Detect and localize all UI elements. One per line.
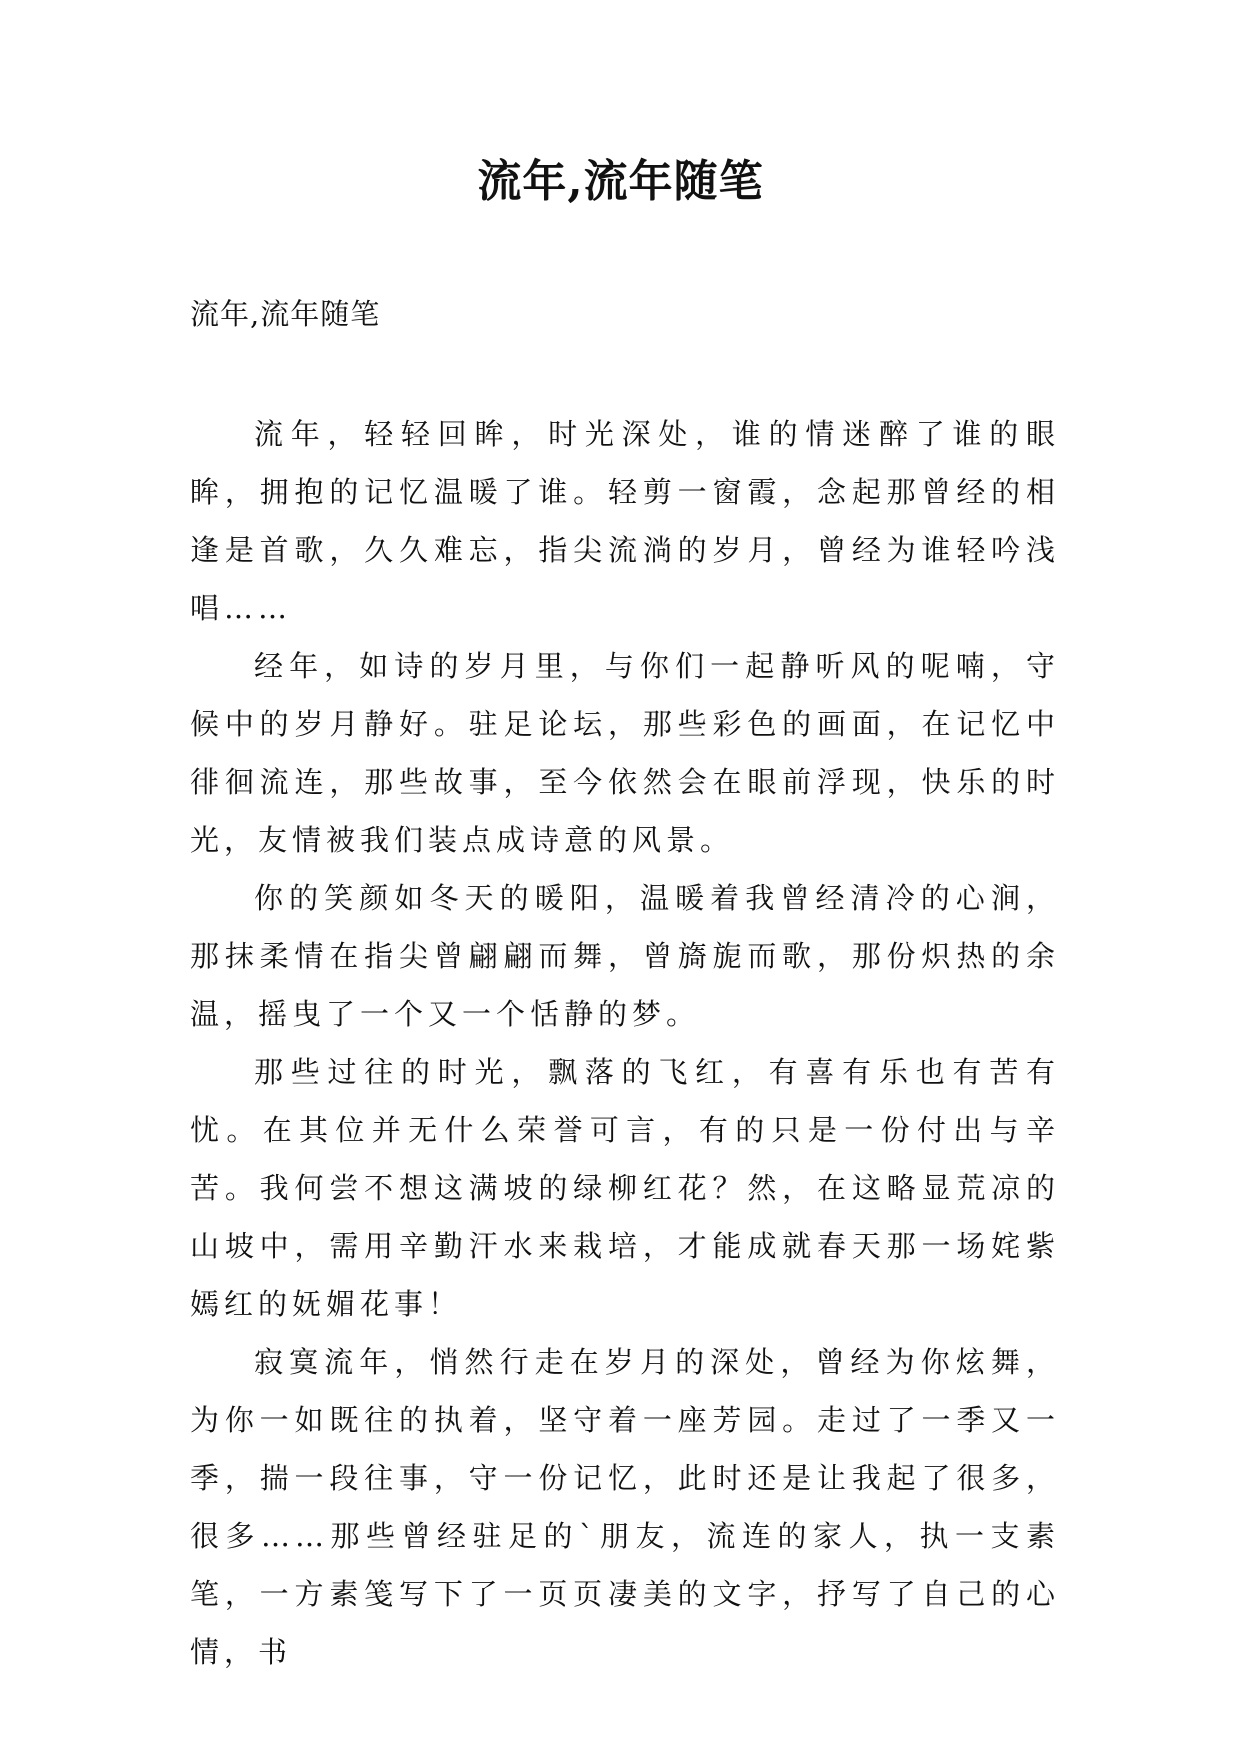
- paragraph: 你的笑颜如冬天的暖阳，温暖着我曾经清冷的心涧，那抹柔情在指尖曾翩翩而舞，曾旖旎而歌，那份炽热的余温，摇曳了一个又一个恬静的梦。: [190, 881, 1060, 1031]
- paragraph: 寂寞流年，悄然行走在岁月的深处，曾经为你炫舞，为你一如既往的执着，坚守着一座芳园。走过了一季又一季，揣一段往事，守一份记忆，此时还是让我起了很多，很多……那些曾经驻足的`朋友，流连的家人，执一支素笔，一方素笺写下了一页页凄美的文字，抒写了自己的心情，书: [190, 1345, 1060, 1669]
- paragraph: 经年，如诗的岁月里，与你们一起静听风的呢喃，守候中的岁月静好。驻足论坛，那些彩色的画面，在记忆中徘徊流连，那些故事，至今依然会在眼前浮现，快乐的时光，友情被我们装点成诗意的风景。: [190, 649, 1060, 857]
- document-subtitle: 流年,流年随笔: [190, 297, 381, 331]
- document-body: [190, 405, 1060, 1681]
- paragraph: 那些过往的时光，飘落的飞红，有喜有乐也有苦有忧。在其位并无什么荣誉可言，有的只是一份付出与辛苦。我何尝不想这满坡的绿柳红花？然，在这略显荒凉的山坡中，需用辛勤汗水来栽培，才能成就春天那一场姹紫嫣红的妩媚花事！: [190, 1055, 1060, 1321]
- document-title: 流年,流年随笔: [477, 156, 764, 207]
- paragraph: 流年，轻轻回眸，时光深处，谁的情迷醉了谁的眼眸，拥抱的记忆温暖了谁。轻剪一窗霞，念起那曾经的相逢是首歌，久久难忘，指尖流淌的岁月，曾经为谁轻吟浅唱……: [190, 417, 1060, 625]
